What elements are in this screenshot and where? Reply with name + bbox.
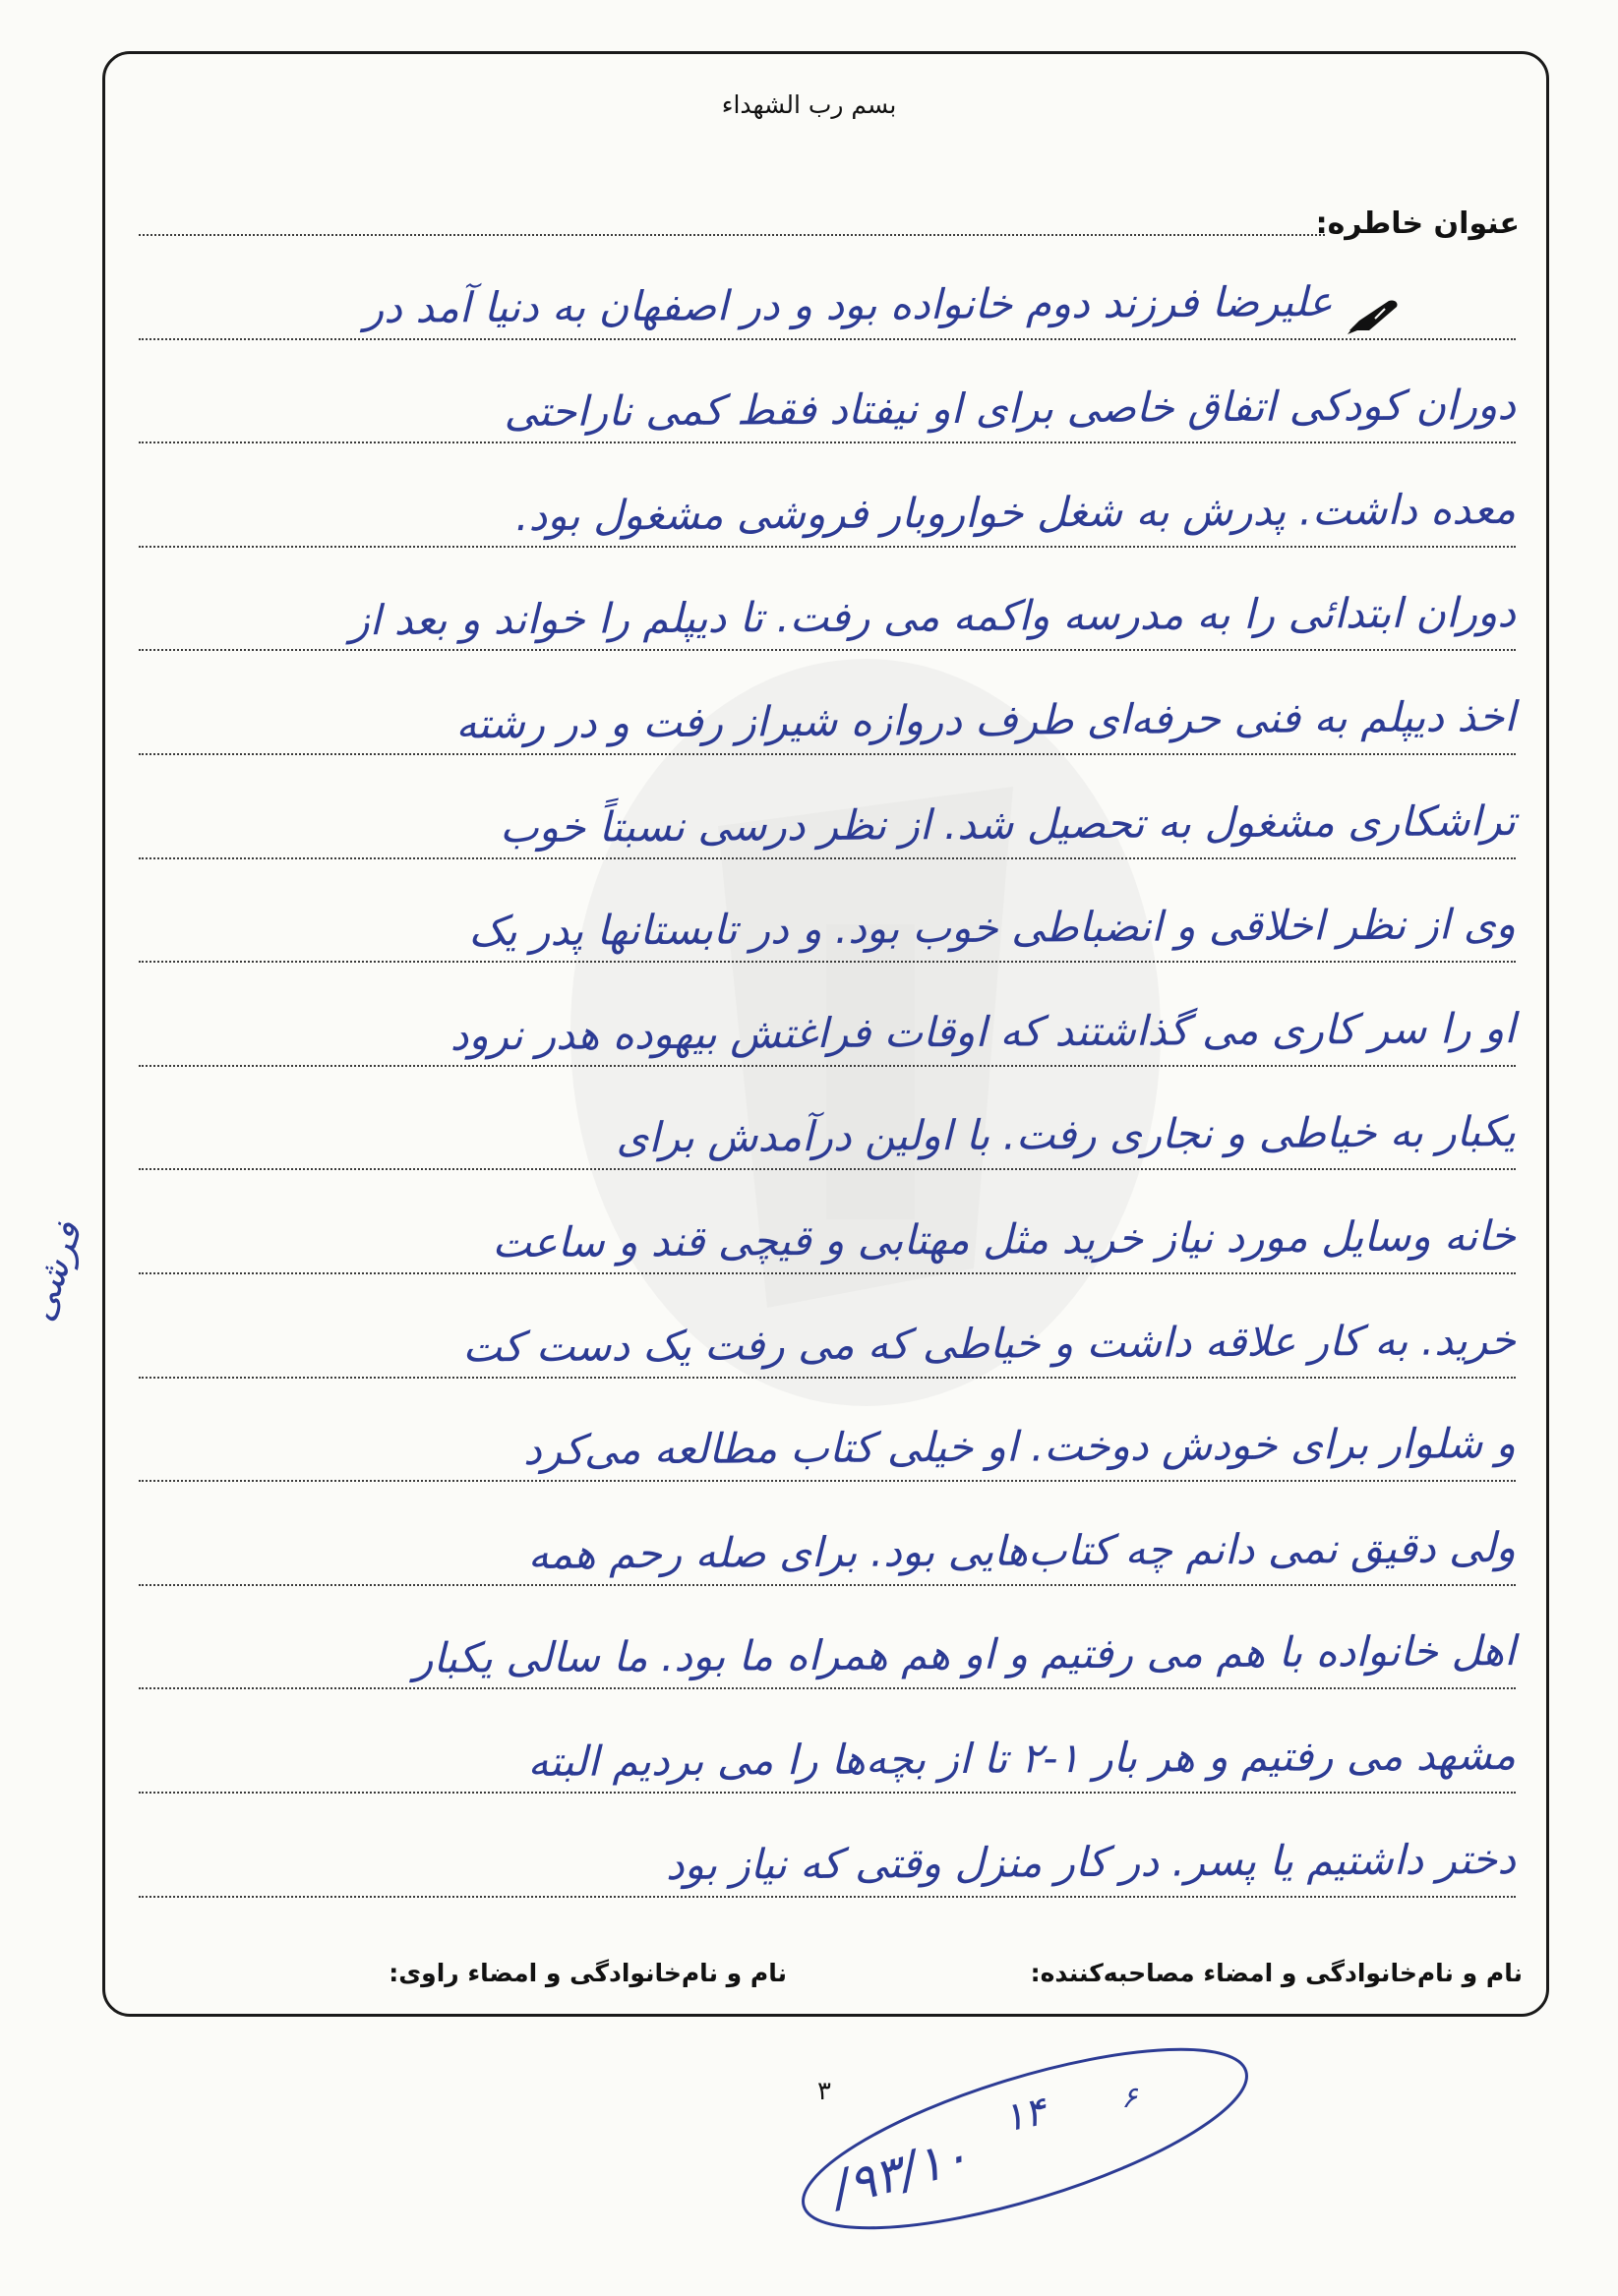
ruled-line: [139, 1168, 1516, 1170]
memoir-line-1: علیرضا فرزند دوم خانواده بود و در اصفهان به دنیا آمد در: [363, 277, 1334, 332]
ruled-line: [139, 1480, 1516, 1482]
ruled-line: [139, 1896, 1516, 1898]
memoir-line-12: و شلوار برای خودش دوخت. او خیلی کتاب مطالعه می‌کرد: [522, 1419, 1517, 1475]
ruled-line: [139, 1584, 1516, 1586]
date-day: ۱۴: [998, 2089, 1050, 2142]
memoir-line-14: اهل خانواده با هم می رفتیم و او هم همراه ما بود. ما سالی یکبار: [412, 1626, 1517, 1682]
memoir-line-5: اخذ دیپلم به فنی حرفه‌ای طرف دروازه شیراز رفت و در رشته: [455, 692, 1517, 748]
form-header: بسم رب الشهداء: [721, 90, 897, 119]
date-mark: ۶: [1121, 2081, 1138, 2115]
ruled-line: [139, 649, 1516, 651]
memoir-line-7: وی از نظر اخلاقی و انضباطی خوب بود. و در تابستانها پدر یک: [468, 900, 1517, 956]
memoir-line-10: خانه وسایل مورد نیاز خرید مثل مهتابی و قیچی قند و ساعت: [492, 1211, 1517, 1267]
date-stamp: [777, 2035, 1279, 2252]
ruled-line: [139, 1792, 1516, 1794]
ruled-line: [139, 1272, 1516, 1274]
ruled-line: [139, 1065, 1516, 1067]
ruled-line: [139, 1377, 1516, 1379]
memoir-line-13: ولی دقیق نمی دانم چه کتاب‌هایی بود. برای صله رحم همه: [527, 1523, 1517, 1579]
pen-icon: [1346, 297, 1401, 336]
memoir-line-15: مشهد می رفتیم و هر بار ۱-۲ تا از بچه‌ها را می بردیم البته: [527, 1731, 1517, 1787]
memoir-line-4: دوران ابتدائی را به مدرسه واکمه می رفت. تا دیپلم را خواند و بعد از: [349, 588, 1517, 645]
ruled-line: [139, 961, 1516, 963]
memoir-line-2: دوران کودکی اتفاق خاصی برای او نیفتاد فقط کمی ناراحتی: [504, 381, 1517, 437]
interviewer-signature-label: نام و نام‌خانوادگی و امضاء مصاحبه‌کننده:: [1030, 1959, 1523, 1987]
memoir-line-9: یکبار به خیاطی و نجاری رفت. با اولین درآمدش برای: [616, 1107, 1517, 1162]
memory-title-line: [139, 234, 1325, 236]
memoir-line-11: خرید. به کار علاقه داشت و خیاطی که می رفت یک دست کت: [462, 1316, 1517, 1372]
ruled-line: [139, 338, 1516, 340]
ruled-line: [139, 857, 1516, 859]
narrator-signature-label: نام و نام‌خانوادگی و امضاء راوی:: [389, 1959, 787, 1987]
ruled-line: [139, 546, 1516, 548]
ruled-line: [139, 753, 1516, 755]
memoir-line-16: دختر داشتیم یا پسر. در کار منزل وقتی که نیاز بود: [665, 1835, 1517, 1890]
memory-title-label: عنوان خاطره:: [1315, 206, 1520, 241]
date-year-month: ۹۳/۱۰/: [825, 2126, 976, 2218]
memoir-line-8: او را سر کاری می گذاشتند که اوقات فراغتش بیهوده هدر نرود: [449, 1004, 1517, 1060]
memoir-line-6: تراشکاری مشغول به تحصیل شد. از نظر درسی نسبتاً خوب: [499, 796, 1517, 853]
memoir-line-3: معده داشت. پدرش به شغل خواروبار فروشی مشغول بود.: [515, 485, 1517, 541]
page-number: ۳: [817, 2077, 831, 2106]
ruled-line: [139, 442, 1516, 443]
margin-note: فرشی: [18, 1216, 90, 1326]
ruled-line: [139, 1687, 1516, 1689]
